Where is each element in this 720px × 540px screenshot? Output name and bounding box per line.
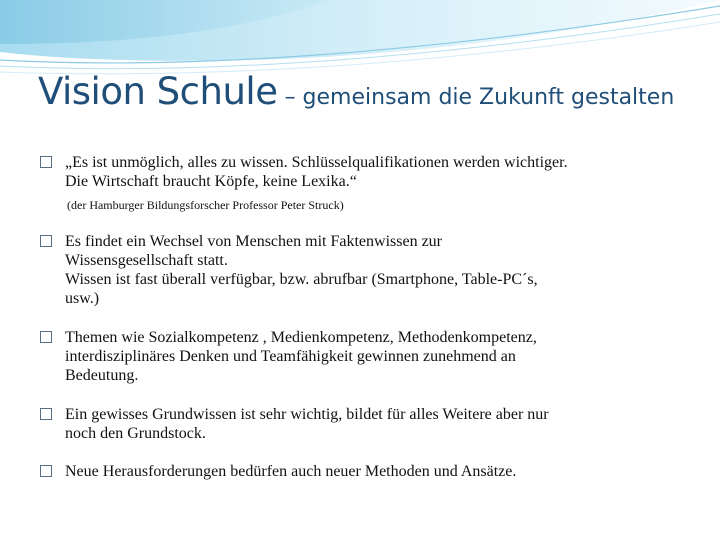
bullet-line: usw.): [65, 290, 100, 307]
square-bullet-icon: [40, 408, 52, 420]
title-subtitle: – gemeinsam die Zukunft gestalten: [284, 85, 675, 110]
square-bullet-icon: [40, 235, 52, 247]
bullet-line: Wissen ist fast überall verfügbar, bzw. abrufbar (Smartphone, Table-PC´s,: [65, 271, 538, 288]
list-item: [40, 462, 690, 481]
bullet-line: Es findet ein Wechsel von Menschen mit Faktenwissen zur: [65, 233, 442, 250]
bullet-line: Ein gewisses Grundwissen ist sehr wichtig, bildet für alles Weitere aber nur: [65, 406, 549, 423]
bullet-line: Wissensgesellschaft statt.: [65, 252, 228, 269]
list-item: [40, 405, 690, 443]
list-item: [40, 232, 690, 308]
square-bullet-icon: [40, 156, 52, 168]
square-bullet-icon: [40, 465, 52, 477]
square-bullet-icon: [40, 331, 52, 343]
bullet-list: [40, 153, 690, 481]
page-title: [38, 70, 674, 113]
quote-source: (der Hamburger Bildungsforscher Professor Peter Struck): [67, 198, 344, 212]
bullet-line: Bedeutung.: [65, 367, 139, 384]
list-item: [40, 153, 690, 213]
bullet-line: interdisziplinäres Denken und Teamfähigkeit gewinnen zunehmend an: [65, 348, 516, 365]
bullet-line: Neue Herausforderungen bedürfen auch neuer Methoden und Ansätze.: [65, 463, 517, 480]
bullet-line: Themen wie Sozialkompetenz , Medienkompetenz, Methodenkompetenz,: [65, 329, 537, 346]
list-item: [40, 328, 690, 385]
bullet-line: Die Wirtschaft braucht Köpfe, keine Lexika.“: [65, 173, 357, 190]
title-main: Vision Schule: [38, 70, 278, 113]
bullet-line: „Es ist unmöglich, alles zu wissen. Schlüsselqualifikationen werden wichtiger.: [65, 154, 568, 171]
bullet-line: noch den Grundstock.: [65, 425, 206, 442]
